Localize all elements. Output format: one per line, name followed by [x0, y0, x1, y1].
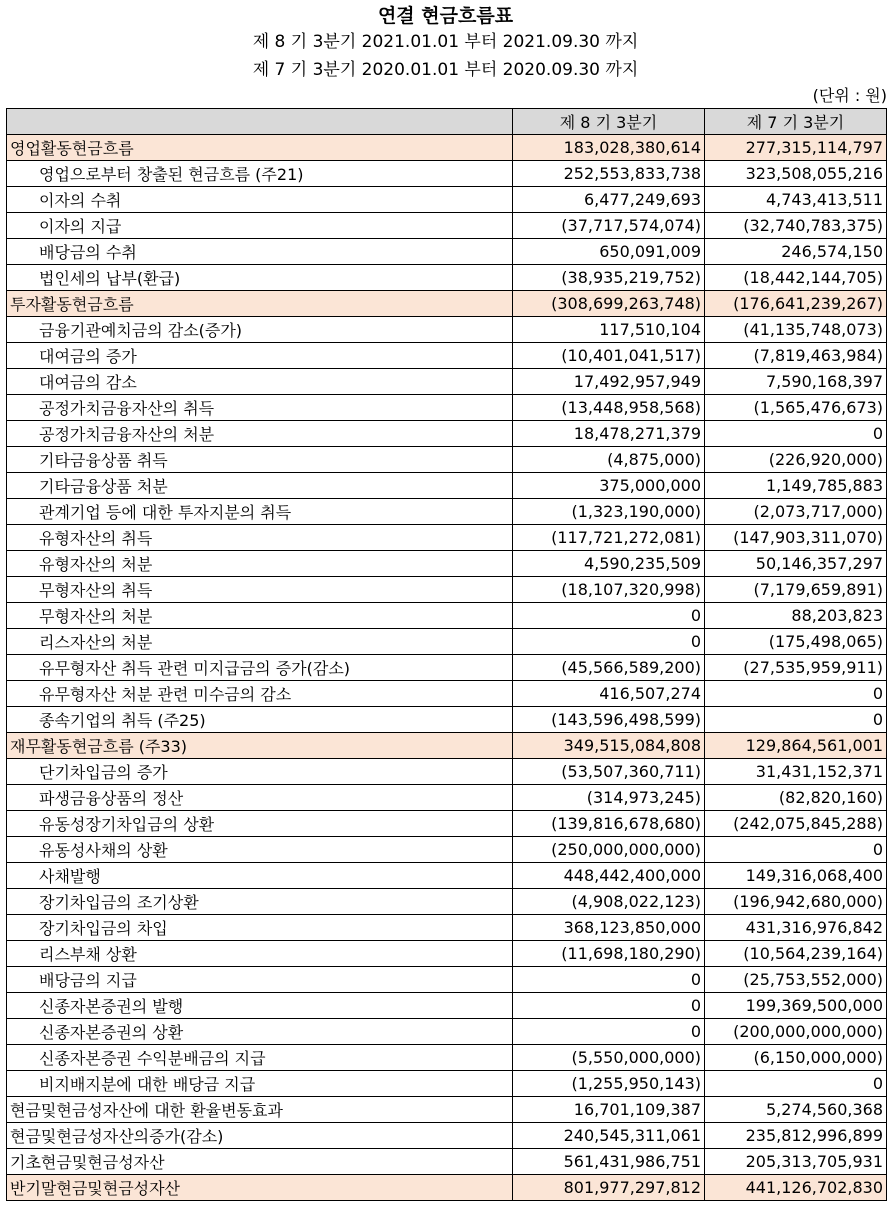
table-row	[7, 135, 887, 161]
row-value-previous: (27,535,959,911)	[705, 655, 887, 681]
row-value-current: 16,701,109,387	[513, 1097, 705, 1123]
row-value-previous: 149,316,068,400	[705, 863, 887, 889]
row-value-previous: (25,753,552,000)	[705, 967, 887, 993]
row-label: 종속기업의 취득 (주25)	[7, 707, 513, 733]
table-row	[7, 1045, 887, 1071]
row-label: 금융기관예치금의 감소(증가)	[7, 317, 513, 343]
statement-title: 연결 현금흐름표	[377, 5, 514, 27]
row-value-previous: 0	[705, 837, 887, 863]
row-label: 투자활동현금흐름	[7, 291, 513, 317]
table-row	[7, 343, 887, 369]
row-value-previous: (226,920,000)	[705, 447, 887, 473]
row-value-previous: 50,146,357,297	[705, 551, 887, 577]
row-label: 기타금융상품 취득	[7, 447, 513, 473]
row-value-current: 349,515,084,808	[513, 733, 705, 759]
row-value-current: (37,717,574,074)	[513, 213, 705, 239]
table-row	[7, 733, 887, 759]
table-row	[7, 785, 887, 811]
table-row	[7, 473, 887, 499]
row-label: 유형자산의 처분	[7, 551, 513, 577]
row-label: 파생금융상품의 정산	[7, 785, 513, 811]
row-label: 신종자본증권 수익분배금의 지급	[7, 1045, 513, 1071]
table-row	[7, 993, 887, 1019]
table-row	[7, 915, 887, 941]
table-row	[7, 1123, 887, 1149]
row-label: 장기차입금의 조기상환	[7, 889, 513, 915]
row-value-current: 416,507,274	[513, 681, 705, 707]
row-label: 리스자산의 처분	[7, 629, 513, 655]
row-value-previous: (176,641,239,267)	[705, 291, 887, 317]
row-value-previous: (18,442,144,705)	[705, 265, 887, 291]
table-header-row	[7, 109, 887, 135]
row-label: 유형자산의 취득	[7, 525, 513, 551]
table-row	[7, 551, 887, 577]
row-value-previous: 0	[705, 681, 887, 707]
row-value-current: 17,492,957,949	[513, 369, 705, 395]
row-value-previous: 235,812,996,899	[705, 1123, 887, 1149]
row-value-previous: (242,075,845,288)	[705, 811, 887, 837]
row-label: 무형자산의 취득	[7, 577, 513, 603]
row-value-previous: (41,135,748,073)	[705, 317, 887, 343]
row-value-current: (5,550,000,000)	[513, 1045, 705, 1071]
row-label: 신종자본증권의 상환	[7, 1019, 513, 1045]
period-previous: 제 7 기 3분기 2020.01.01 부터 2020.09.30 까지	[252, 60, 639, 80]
row-value-current: 375,000,000	[513, 473, 705, 499]
table-row	[7, 707, 887, 733]
row-value-current: 0	[513, 629, 705, 655]
table-row	[7, 265, 887, 291]
row-label: 관계기업 등에 대한 투자지분의 취득	[7, 499, 513, 525]
row-value-previous: (2,073,717,000)	[705, 499, 887, 525]
row-label: 기초현금및현금성자산	[7, 1149, 513, 1175]
table-row	[7, 889, 887, 915]
row-value-current: (10,401,041,517)	[513, 343, 705, 369]
row-label: 대여금의 감소	[7, 369, 513, 395]
row-label: 현금및현금성자산에 대한 환율변동효과	[7, 1097, 513, 1123]
row-label: 리스부채 상환	[7, 941, 513, 967]
table-row	[7, 577, 887, 603]
row-value-current: (18,107,320,998)	[513, 577, 705, 603]
table-row	[7, 395, 887, 421]
row-value-previous: 277,315,114,797	[705, 135, 887, 161]
row-label: 사채발행	[7, 863, 513, 889]
row-label: 영업활동현금흐름	[7, 135, 513, 161]
cash-flow-table	[6, 108, 887, 1201]
row-value-current: (4,908,022,123)	[513, 889, 705, 915]
row-value-current: 561,431,986,751	[513, 1149, 705, 1175]
row-value-current: (1,255,950,143)	[513, 1071, 705, 1097]
row-value-previous: (1,565,476,673)	[705, 395, 887, 421]
row-label: 장기차입금의 차입	[7, 915, 513, 941]
row-value-previous: 31,431,152,371	[705, 759, 887, 785]
table-row	[7, 1149, 887, 1175]
row-value-current: (139,816,678,680)	[513, 811, 705, 837]
table-row	[7, 759, 887, 785]
table-row	[7, 941, 887, 967]
row-value-current: (13,448,958,568)	[513, 395, 705, 421]
header-item	[7, 109, 513, 135]
row-value-current: (11,698,180,290)	[513, 941, 705, 967]
row-value-previous: (196,942,680,000)	[705, 889, 887, 915]
row-label: 재무활동현금흐름 (주33)	[7, 733, 513, 759]
row-value-current: 448,442,400,000	[513, 863, 705, 889]
row-label: 유무형자산 처분 관련 미수금의 감소	[7, 681, 513, 707]
row-value-previous: 441,126,702,830	[705, 1175, 887, 1201]
row-value-current: 240,545,311,061	[513, 1123, 705, 1149]
row-value-current: 368,123,850,000	[513, 915, 705, 941]
row-value-previous: 246,574,150	[705, 239, 887, 265]
row-value-current: 183,028,380,614	[513, 135, 705, 161]
row-label: 무형자산의 처분	[7, 603, 513, 629]
row-value-previous: (175,498,065)	[705, 629, 887, 655]
table-row	[7, 291, 887, 317]
row-value-current: (1,323,190,000)	[513, 499, 705, 525]
row-label: 이자의 수취	[7, 187, 513, 213]
period-current: 제 8 기 3분기 2021.01.01 부터 2021.09.30 까지	[252, 32, 639, 52]
row-value-current: 252,553,833,738	[513, 161, 705, 187]
row-label: 유무형자산 취득 관련 미지급금의 증가(감소)	[7, 655, 513, 681]
row-label: 반기말현금및현금성자산	[7, 1175, 513, 1201]
table-row	[7, 213, 887, 239]
table-row	[7, 603, 887, 629]
row-label: 단기차입금의 증가	[7, 759, 513, 785]
row-value-current: 0	[513, 603, 705, 629]
row-label: 현금및현금성자산의증가(감소)	[7, 1123, 513, 1149]
row-value-current: 6,477,249,693	[513, 187, 705, 213]
unit-label: (단위 : 원)	[812, 86, 887, 105]
row-value-current: 0	[513, 993, 705, 1019]
table-row	[7, 525, 887, 551]
table-row	[7, 447, 887, 473]
row-value-previous: 431,316,976,842	[705, 915, 887, 941]
row-value-current: 0	[513, 967, 705, 993]
row-value-current: (308,699,263,748)	[513, 291, 705, 317]
row-label: 비지배지분에 대한 배당금 지급	[7, 1071, 513, 1097]
table-row	[7, 1175, 887, 1201]
table-row	[7, 1097, 887, 1123]
table-row	[7, 369, 887, 395]
row-label: 유동성장기차입금의 상환	[7, 811, 513, 837]
row-value-previous: (7,819,463,984)	[705, 343, 887, 369]
row-value-current: 801,977,297,812	[513, 1175, 705, 1201]
table-row	[7, 837, 887, 863]
row-value-previous: 1,149,785,883	[705, 473, 887, 499]
row-value-previous: 7,590,168,397	[705, 369, 887, 395]
table-row	[7, 863, 887, 889]
row-value-previous: 323,508,055,216	[705, 161, 887, 187]
row-value-previous: 205,313,705,931	[705, 1149, 887, 1175]
table-row	[7, 421, 887, 447]
table-row	[7, 681, 887, 707]
row-label: 영업으로부터 창출된 현금흐름 (주21)	[7, 161, 513, 187]
table-row	[7, 967, 887, 993]
table-row	[7, 317, 887, 343]
row-value-current: 650,091,009	[513, 239, 705, 265]
row-label: 대여금의 증가	[7, 343, 513, 369]
row-value-previous: 129,864,561,001	[705, 733, 887, 759]
row-value-previous: 0	[705, 707, 887, 733]
row-label: 이자의 지급	[7, 213, 513, 239]
table-row	[7, 811, 887, 837]
table-row	[7, 629, 887, 655]
row-value-current: 0	[513, 1019, 705, 1045]
row-label: 공정가치금융자산의 처분	[7, 421, 513, 447]
table-row	[7, 1019, 887, 1045]
row-value-current: (250,000,000,000)	[513, 837, 705, 863]
row-value-current: (4,875,000)	[513, 447, 705, 473]
row-label: 신종자본증권의 발행	[7, 993, 513, 1019]
header-previous-period: 제 7 기 3분기	[705, 109, 887, 135]
row-value-current: (38,935,219,752)	[513, 265, 705, 291]
row-value-previous: (200,000,000,000)	[705, 1019, 887, 1045]
row-value-current: (143,596,498,599)	[513, 707, 705, 733]
row-value-previous: (10,564,239,164)	[705, 941, 887, 967]
row-value-previous: 4,743,413,511	[705, 187, 887, 213]
row-label: 법인세의 납부(환급)	[7, 265, 513, 291]
row-value-previous: 0	[705, 421, 887, 447]
row-value-current: (53,507,360,711)	[513, 759, 705, 785]
row-value-current: 18,478,271,379	[513, 421, 705, 447]
row-label: 기타금융상품 처분	[7, 473, 513, 499]
row-label: 공정가치금융자산의 취득	[7, 395, 513, 421]
row-value-current: 117,510,104	[513, 317, 705, 343]
table-row	[7, 499, 887, 525]
row-value-previous: (147,903,311,070)	[705, 525, 887, 551]
table-row	[7, 239, 887, 265]
row-label: 배당금의 지급	[7, 967, 513, 993]
table-row	[7, 1071, 887, 1097]
row-value-previous: 5,274,560,368	[705, 1097, 887, 1123]
row-value-current: (117,721,272,081)	[513, 525, 705, 551]
table-row	[7, 161, 887, 187]
table-row	[7, 655, 887, 681]
row-value-current: 4,590,235,509	[513, 551, 705, 577]
row-label: 유동성사채의 상환	[7, 837, 513, 863]
row-value-previous: (82,820,160)	[705, 785, 887, 811]
row-value-previous: 199,369,500,000	[705, 993, 887, 1019]
row-value-previous: (6,150,000,000)	[705, 1045, 887, 1071]
table-row	[7, 187, 887, 213]
row-value-current: (314,973,245)	[513, 785, 705, 811]
row-value-previous: (7,179,659,891)	[705, 577, 887, 603]
row-value-previous: (32,740,783,375)	[705, 213, 887, 239]
row-value-current: (45,566,589,200)	[513, 655, 705, 681]
row-value-previous: 88,203,823	[705, 603, 887, 629]
row-value-previous: 0	[705, 1071, 887, 1097]
header-current-period: 제 8 기 3분기	[513, 109, 705, 135]
row-label: 배당금의 수취	[7, 239, 513, 265]
